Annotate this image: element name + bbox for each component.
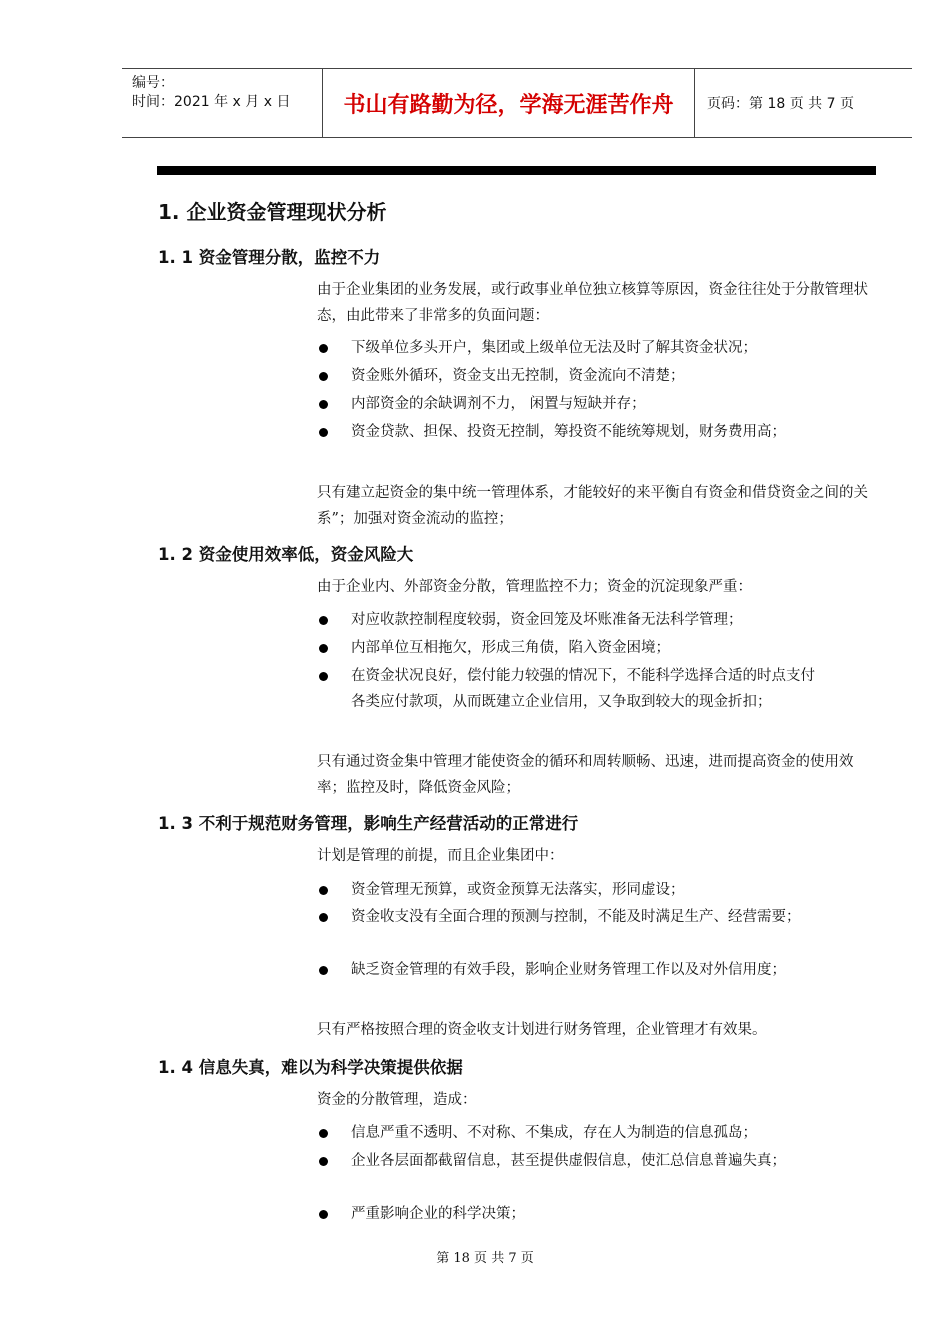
bullet-icon [319, 428, 328, 437]
bullet-icon [319, 644, 328, 653]
title-rule [157, 166, 876, 175]
section-outro-1-2: 只有通过资金集中管理才能使资金的循环和周转顺畅、迅速，进而提高资金的使用效率；监控及时，降低资金风险； [317, 754, 854, 796]
section-heading-1-3: 1. 3 不利于规范财务管理，影响生产经营活动的正常进行 [158, 814, 579, 833]
document-header [122, 68, 912, 138]
section-outro-1-3: 只有严格按照合理的资金收支计划进行财务管理，企业管理才有效果。 [317, 1022, 767, 1038]
bullet-icon [319, 400, 328, 409]
page-footer: 第 18 页 共 7 页 [436, 1251, 534, 1266]
section-heading-1-4: 1. 4 信息失真，难以为科学决策提供依据 [158, 1058, 463, 1077]
bullet-icon [319, 1210, 328, 1219]
section-intro-1-3: 计划是管理的前提，而且企业集团中： [317, 848, 564, 864]
header-page-label: 页码：第 18 页 共 7 页 [707, 96, 854, 112]
document-time-label: 时间：2021 年 x 月 x 日 [132, 94, 291, 110]
bullet-icon [319, 616, 328, 625]
section-intro-1-4: 资金的分散管理，造成： [317, 1092, 477, 1108]
bullet-icon [319, 1129, 328, 1138]
bullet-icon [319, 966, 328, 975]
section-title: 1. 企业资金管理现状分析 [158, 200, 387, 224]
header-motto: 书山有路勤为径，学海无涯苦作舟 [323, 69, 695, 137]
header-meta-cell [122, 69, 323, 137]
bullet-icon [319, 886, 328, 895]
section-intro-1-1: 由于企业集团的业务发展，或行政事业单位独立核算等原因，资金往往处于分散管理状态，由此带来了非常多的负面问题： [317, 282, 868, 324]
bullet-icon [319, 913, 328, 922]
section-heading-1-2: 1. 2 资金使用效率低，资金风险大 [158, 545, 414, 564]
document-number-label: 编号： [132, 75, 174, 91]
section-intro-1-2: 由于企业内、外部资金分散，管理监控不力；资金的沉淀现象严重： [317, 579, 752, 595]
section-outro-1-1: 只有建立起资金的集中统一管理体系，才能较好的来平衡自有资金和借贷资金之间的关系”；加强对资金流动的监控； [317, 485, 868, 527]
bullet-icon [319, 672, 328, 681]
section-heading-1-1: 1. 1 资金管理分散，监控不力 [158, 248, 381, 267]
bullet-icon [319, 1157, 328, 1166]
bullet-icon [319, 344, 328, 353]
bullet-icon [319, 372, 328, 381]
